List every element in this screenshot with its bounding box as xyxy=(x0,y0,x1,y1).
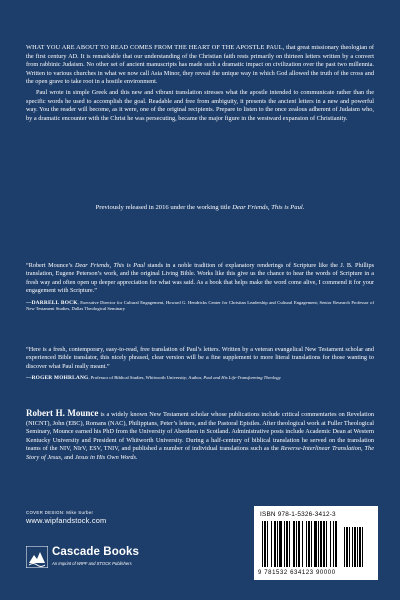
endorser-name: —DARRELL BOCK xyxy=(26,299,78,306)
endorsement-text: “Here is a fresh, contemporary, easy-to-read, free translation of Paul’s letters. Written by a veteran evangelical New Testament scholar and experienced Bible translator, this nicely phrased, clear version will be a fine supplement to more literal translations for those wanting to discover what Paul really meant.” xyxy=(26,346,374,370)
barcode-bar xyxy=(306,521,307,567)
barcode-bar xyxy=(311,521,312,567)
barcode-bar xyxy=(277,521,278,567)
intro-paragraph-1 xyxy=(26,44,374,87)
barcode-bar xyxy=(335,521,337,567)
bio-text: , xyxy=(361,445,365,452)
endorsement-attribution xyxy=(26,375,374,381)
bio-text: is a widely known New Testament scholar whose publications include critical commentaries on Revelation (NICNT), John (EBC), Romans (NAC), Philippians, Peter’s letters, and the Pastoral Epistles. After theological work at Fuller Theological Seminary, Mounce earned his PhD from the University of Aberdeen in Scotland. Administrative posts include Academic Dean at Western Kentucky University and President of Whitworth University. During a half-century of biblical translation he served on the translation teams of the NIV, NIrV, ESV, TNIV, and published a number of individual translations such as the xyxy=(26,411,374,452)
barcode-bar xyxy=(271,521,272,567)
barcode-bar xyxy=(262,521,263,567)
barcode-addon-bar xyxy=(357,527,358,567)
barcode-bar xyxy=(264,521,266,567)
barcode-bar xyxy=(279,521,282,567)
intro-paragraph-1-body: that great missionary theologian of the first century AD. It is remarkable that our understanding of the Christian faith rests primarily on thirteen letters written by a convert from rabbinic Judaism. No other set of ancient manuscripts has made such a dramatic impact on civilization over the past two millennia. Written to various churches in what we now call Asia Minor, they reveal the unique way in which God allowed the truth of the cross and the open grave to take root in a hostile environment. xyxy=(26,44,375,86)
endorsement-text-part: “Robert Mounce’s xyxy=(26,262,75,269)
barcode-digits xyxy=(258,570,374,576)
isbn-label: ISBN 978-1-5326-3412-3 xyxy=(260,511,336,518)
author-name: Robert H. Mounce xyxy=(26,408,99,418)
barcode-bar xyxy=(293,521,295,567)
barcode-bar xyxy=(323,521,325,567)
bio-book-title: Reverse-Interlinear Translation xyxy=(280,445,362,452)
author-bio xyxy=(26,409,374,462)
publisher-logo xyxy=(26,544,176,574)
barcode-addon-bar xyxy=(352,527,353,567)
endorser-credentials: , Executive Director for Cultural Engagement, Howard G. Hendricks Center for Christian Leadership and Cultural Engagement; Senior Research Professor of New Testament Studies, Dallas Theological Seminary xyxy=(26,299,374,312)
previous-title: Dear Friends, This is Paul. xyxy=(232,204,305,211)
previously-text: Previously released in 2016 under the working title xyxy=(95,204,233,211)
endorsement-text-part: stands in a noble tradition of explanatory renderings of Scripture like the J. B. Phillips translation, Eugene Peterson’s work, and the original Living Bible. Works like this give us the chance to hear the words of Scripture in a fresh way and often open up deeper appreciation for what was said. As a book that helps make the word come alive, I commend it for your engagement with Scripture.” xyxy=(26,262,374,295)
endorsement-text xyxy=(26,262,374,296)
bio-text: . xyxy=(135,453,138,461)
barcode-bar xyxy=(267,521,268,567)
isbn-barcode xyxy=(254,506,378,580)
intro-text xyxy=(26,44,374,125)
barcode-bar xyxy=(284,521,285,567)
barcode-bar xyxy=(302,521,303,567)
cascade-logo-icon xyxy=(26,546,48,568)
barcode-bar xyxy=(333,521,334,567)
endorsement-mohrlang xyxy=(26,346,374,382)
barcode-addon-bar xyxy=(346,527,348,567)
bio-text: , and xyxy=(60,453,75,461)
barcode-addon-bar xyxy=(344,527,345,567)
intro-paragraph-2: Paul wrote in simple Greek and this new and vibrant translation stresses what the apostle intended to communicate rather than the specific words he used to accomplish the goal. Readable and free from ambiguity, it presents the ancient letters in a new and powerful way. You the reader will become, as it were, one of the original recipients. Prepare to listen to the once zealous adherent of Judaism who, by a dramatic encounter with the Christ he was persecuting, became the major figure in the westward expansion of Christianity. xyxy=(26,88,374,122)
barcode-addon-number: 90000 xyxy=(316,570,336,576)
endorser-credentials: , Professor of Biblical Studies, Whitworth University; Author, xyxy=(88,375,204,381)
barcode-addon-bar xyxy=(362,527,363,567)
barcode-bar xyxy=(286,521,288,567)
cover-designer-credit: COVER DESIGN: Mike Surber xyxy=(26,510,94,515)
barcode-bar xyxy=(296,521,297,567)
credits xyxy=(26,510,176,525)
barcode-addon-bar xyxy=(354,527,356,567)
publisher-name: Cascade Books xyxy=(52,546,139,558)
bio-book-title: Jesus in His Own Words xyxy=(74,453,136,461)
endorsement-bock xyxy=(26,262,374,312)
barcode-bar xyxy=(326,521,327,567)
bio-book-title: The Story of Jesus xyxy=(26,445,374,461)
barcode-number: 9 781532 634123 xyxy=(258,570,314,576)
barcode-bar xyxy=(330,521,331,567)
barcode-bar xyxy=(320,521,322,567)
barcode-bar xyxy=(318,521,319,567)
endorser-book-title: Paul and His Life-Transforming Theology xyxy=(203,375,281,381)
publisher-url[interactable]: www.wipfandstock.com xyxy=(26,516,107,525)
barcode-addon-bar xyxy=(349,527,350,567)
barcode-icon xyxy=(262,521,370,569)
barcode-bar xyxy=(314,521,317,567)
barcode-bar xyxy=(289,521,290,567)
publisher-subtitle: An Imprint of WIPF and STOCK Publishers xyxy=(52,561,132,566)
barcode-addon-bar xyxy=(359,527,361,567)
barcode-bar xyxy=(308,521,310,567)
endorsement-book-title: Dear Friends, This is Paul xyxy=(75,262,145,269)
barcode-bar xyxy=(298,521,300,567)
previously-released-note xyxy=(26,204,374,211)
endorsement-attribution xyxy=(26,300,374,313)
barcode-bar xyxy=(274,521,276,567)
intro-lead: WHAT YOU ARE ABOUT TO READ COMES FROM THE HEART OF THE APOSTLE PAUL, xyxy=(26,44,285,51)
endorser-name: —ROGER MOHRLANG xyxy=(26,375,89,382)
